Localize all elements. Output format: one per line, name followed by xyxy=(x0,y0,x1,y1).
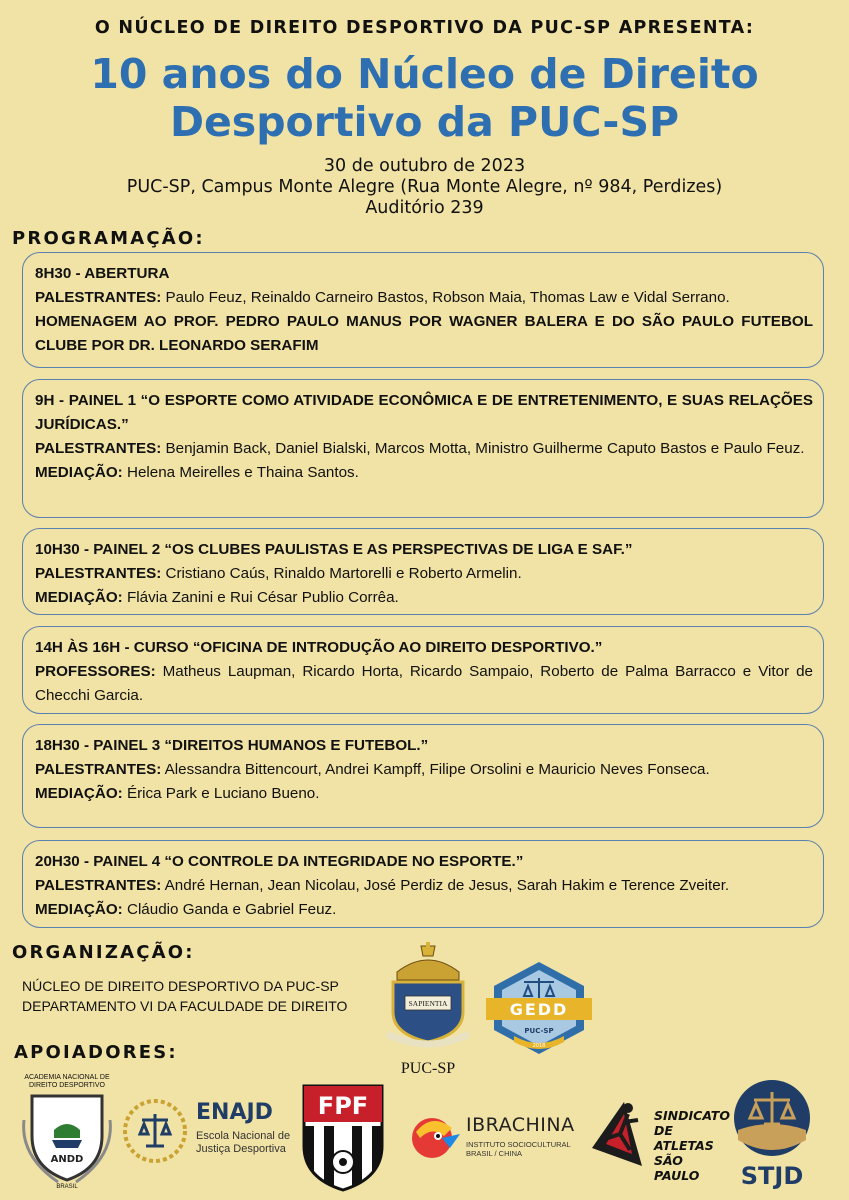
event-title-line2: Desportivo da PUC-SP xyxy=(169,98,680,146)
professors-label: PROFESSORES: xyxy=(35,663,156,680)
enajd-logo xyxy=(122,1098,292,1168)
speakers-list: Cristiano Caús, Rinaldo Martorelli e Roberto Armelin. xyxy=(161,565,522,582)
organizacao-line1: NÚCLEO DE DIREITO DESPORTIVO DA PUC-SP xyxy=(22,978,339,994)
session-card xyxy=(22,724,824,828)
gedd-logo xyxy=(484,958,594,1058)
puc-crest-icon xyxy=(383,942,473,1052)
ibrachina-name: IBRACHINA xyxy=(466,1114,575,1136)
scales-icon xyxy=(140,1114,170,1146)
fpf-name: FPF xyxy=(317,1092,369,1120)
mediation-label: MEDIAÇÃO: xyxy=(35,464,123,481)
gedd-sub: PUC-SP xyxy=(524,1027,554,1035)
apoiadores-heading: APOIADORES: xyxy=(14,1042,178,1063)
event-title xyxy=(0,50,849,146)
scales-icon xyxy=(524,978,554,998)
mediation-list: Érica Park e Luciano Bueno. xyxy=(122,785,320,802)
event-date: 30 de outubro de 2023 xyxy=(323,156,526,176)
session-speakers xyxy=(35,437,813,461)
speakers-label: PALESTRANTES: xyxy=(35,761,162,778)
speakers-list: Benjamin Back, Daniel Bialski, Marcos Motta, Ministro Guilherme Caputo Bastos e Paulo Feuz. xyxy=(161,440,805,457)
andd-name: ANDD xyxy=(50,1154,84,1165)
session-mediation xyxy=(35,586,813,610)
session-tribute: HOMENAGEM AO PROF. PEDRO PAULO MANUS POR WAGNER BALERA E DO SÃO PAULO FUTEBOL CLUBE POR DR. LEONARDO SERAFIM xyxy=(35,313,813,354)
andd-logo xyxy=(18,1074,116,1194)
event-info xyxy=(0,156,849,219)
sindicato-line3: SÃO PAULO xyxy=(654,1153,700,1183)
session-title: 8H30 - ABERTURA xyxy=(35,265,170,282)
speakers-list: André Hernan, Jean Nicolau, José Perdiz de Jesus, Sarah Hakim e Terence Zveiter. xyxy=(161,877,730,894)
session-speakers xyxy=(35,660,813,708)
event-room: Auditório 239 xyxy=(365,198,484,218)
mediation-label: MEDIAÇÃO: xyxy=(35,785,123,802)
gedd-name: GEDD xyxy=(509,1000,569,1019)
stjd-logo xyxy=(730,1078,814,1196)
speakers-list: Paulo Feuz, Reinaldo Carneiro Bastos, Robson Maia, Thomas Law e Vidal Serrano. xyxy=(161,289,730,306)
session-title: 20H30 - PAINEL 4 “O CONTROLE DA INTEGRIDADE NO ESPORTE.” xyxy=(35,853,524,870)
mediation-list: Cláudio Ganda e Gabriel Feuz. xyxy=(122,901,337,918)
puc-caption: PUC-SP xyxy=(400,1060,456,1077)
enajd-line1: Escola Nacional de xyxy=(196,1130,291,1142)
professors-list: Matheus Laupman, Ricardo Horta, Ricardo Sampaio, Roberto de Palma Barracco e Vitor de Checchi Garcia. xyxy=(35,663,813,704)
ibrachina-line2: BRASIL / CHINA xyxy=(466,1149,522,1158)
mediation-list: Helena Meirelles e Thaina Santos. xyxy=(122,464,359,481)
mediation-label: MEDIAÇÃO: xyxy=(35,589,123,606)
session-speakers xyxy=(35,758,813,782)
sindicato-line1: SINDICATO xyxy=(654,1108,730,1123)
puc-sp-crest-logo xyxy=(383,942,473,1077)
session-card xyxy=(22,528,824,615)
andd-top-text: ACADEMIA NACIONAL DE DIREITO DESPORTIVO xyxy=(24,1074,110,1089)
session-speakers xyxy=(35,286,813,310)
mediation-label: MEDIAÇÃO: xyxy=(35,901,123,918)
speakers-label: PALESTRANTES: xyxy=(35,877,162,894)
speakers-list: Alessandra Bittencourt, Andrei Kampff, Filipe Orsolini e Mauricio Neves Fonseca. xyxy=(161,761,710,778)
session-card xyxy=(22,626,824,714)
sindicato-logo xyxy=(584,1094,730,1183)
athlete-icon xyxy=(623,1103,633,1113)
presents-line: O NÚCLEO DE DIREITO DESPORTIVO DA PUC-SP APRESENTA: xyxy=(94,18,755,38)
session-speakers xyxy=(35,874,813,898)
organizacao-line2: DEPARTAMENTO VI DA FACULDADE DE DIREITO xyxy=(22,998,348,1014)
session-title: 9H - PAINEL 1 “O ESPORTE COMO ATIVIDADE ECONÔMICA E DE ENTRETENIMENTO, E SUAS RELAÇÕES JURÍDICAS.” xyxy=(35,392,813,433)
organizacao-text xyxy=(22,976,347,1016)
mediation-list: Flávia Zanini e Rui César Publio Corrêa. xyxy=(122,589,399,606)
session-card xyxy=(22,252,824,368)
speakers-label: PALESTRANTES: xyxy=(35,565,162,582)
session-title: 18H30 - PAINEL 3 “DIREITOS HUMANOS E FUTEBOL.” xyxy=(35,737,429,754)
session-mediation xyxy=(35,898,813,922)
session-mediation xyxy=(35,461,813,485)
event-venue: PUC-SP, Campus Monte Alegre (Rua Monte Alegre, nº 984, Perdizes) xyxy=(126,177,723,197)
ibrachina-line1: INSTITUTO SOCIOCULTURAL xyxy=(466,1140,571,1149)
event-title-line1: 10 anos do Núcleo de Direito xyxy=(90,50,759,98)
ibrachina-logo xyxy=(404,1108,576,1168)
organizacao-heading: ORGANIZAÇÃO: xyxy=(12,942,195,963)
session-card xyxy=(22,379,824,518)
speakers-label: PALESTRANTES: xyxy=(35,440,162,457)
session-speakers xyxy=(35,562,813,586)
gedd-year: 2018 xyxy=(532,1043,546,1049)
enajd-line2: Justiça Desportiva xyxy=(196,1143,286,1155)
andd-bottom-text: BRASIL xyxy=(56,1184,78,1190)
session-title: 14H ÀS 16H - CURSO “OFICINA DE INTRODUÇÃO AO DIREITO DESPORTIVO.” xyxy=(35,639,603,656)
enajd-name: ENAJD xyxy=(196,1100,273,1125)
session-card xyxy=(22,840,824,928)
session-mediation xyxy=(35,782,813,806)
sindicato-line2: DE ATLETAS xyxy=(654,1123,714,1153)
puc-motto: SAPIENTIA xyxy=(408,999,448,1008)
speakers-label: PALESTRANTES: xyxy=(35,289,162,306)
stjd-name: STJD xyxy=(740,1162,804,1190)
session-title: 10H30 - PAINEL 2 “OS CLUBES PAULISTAS E AS PERSPECTIVAS DE LIGA E SAF.” xyxy=(35,541,633,558)
programacao-heading: PROGRAMAÇÃO: xyxy=(12,228,205,249)
fpf-logo xyxy=(300,1082,386,1194)
